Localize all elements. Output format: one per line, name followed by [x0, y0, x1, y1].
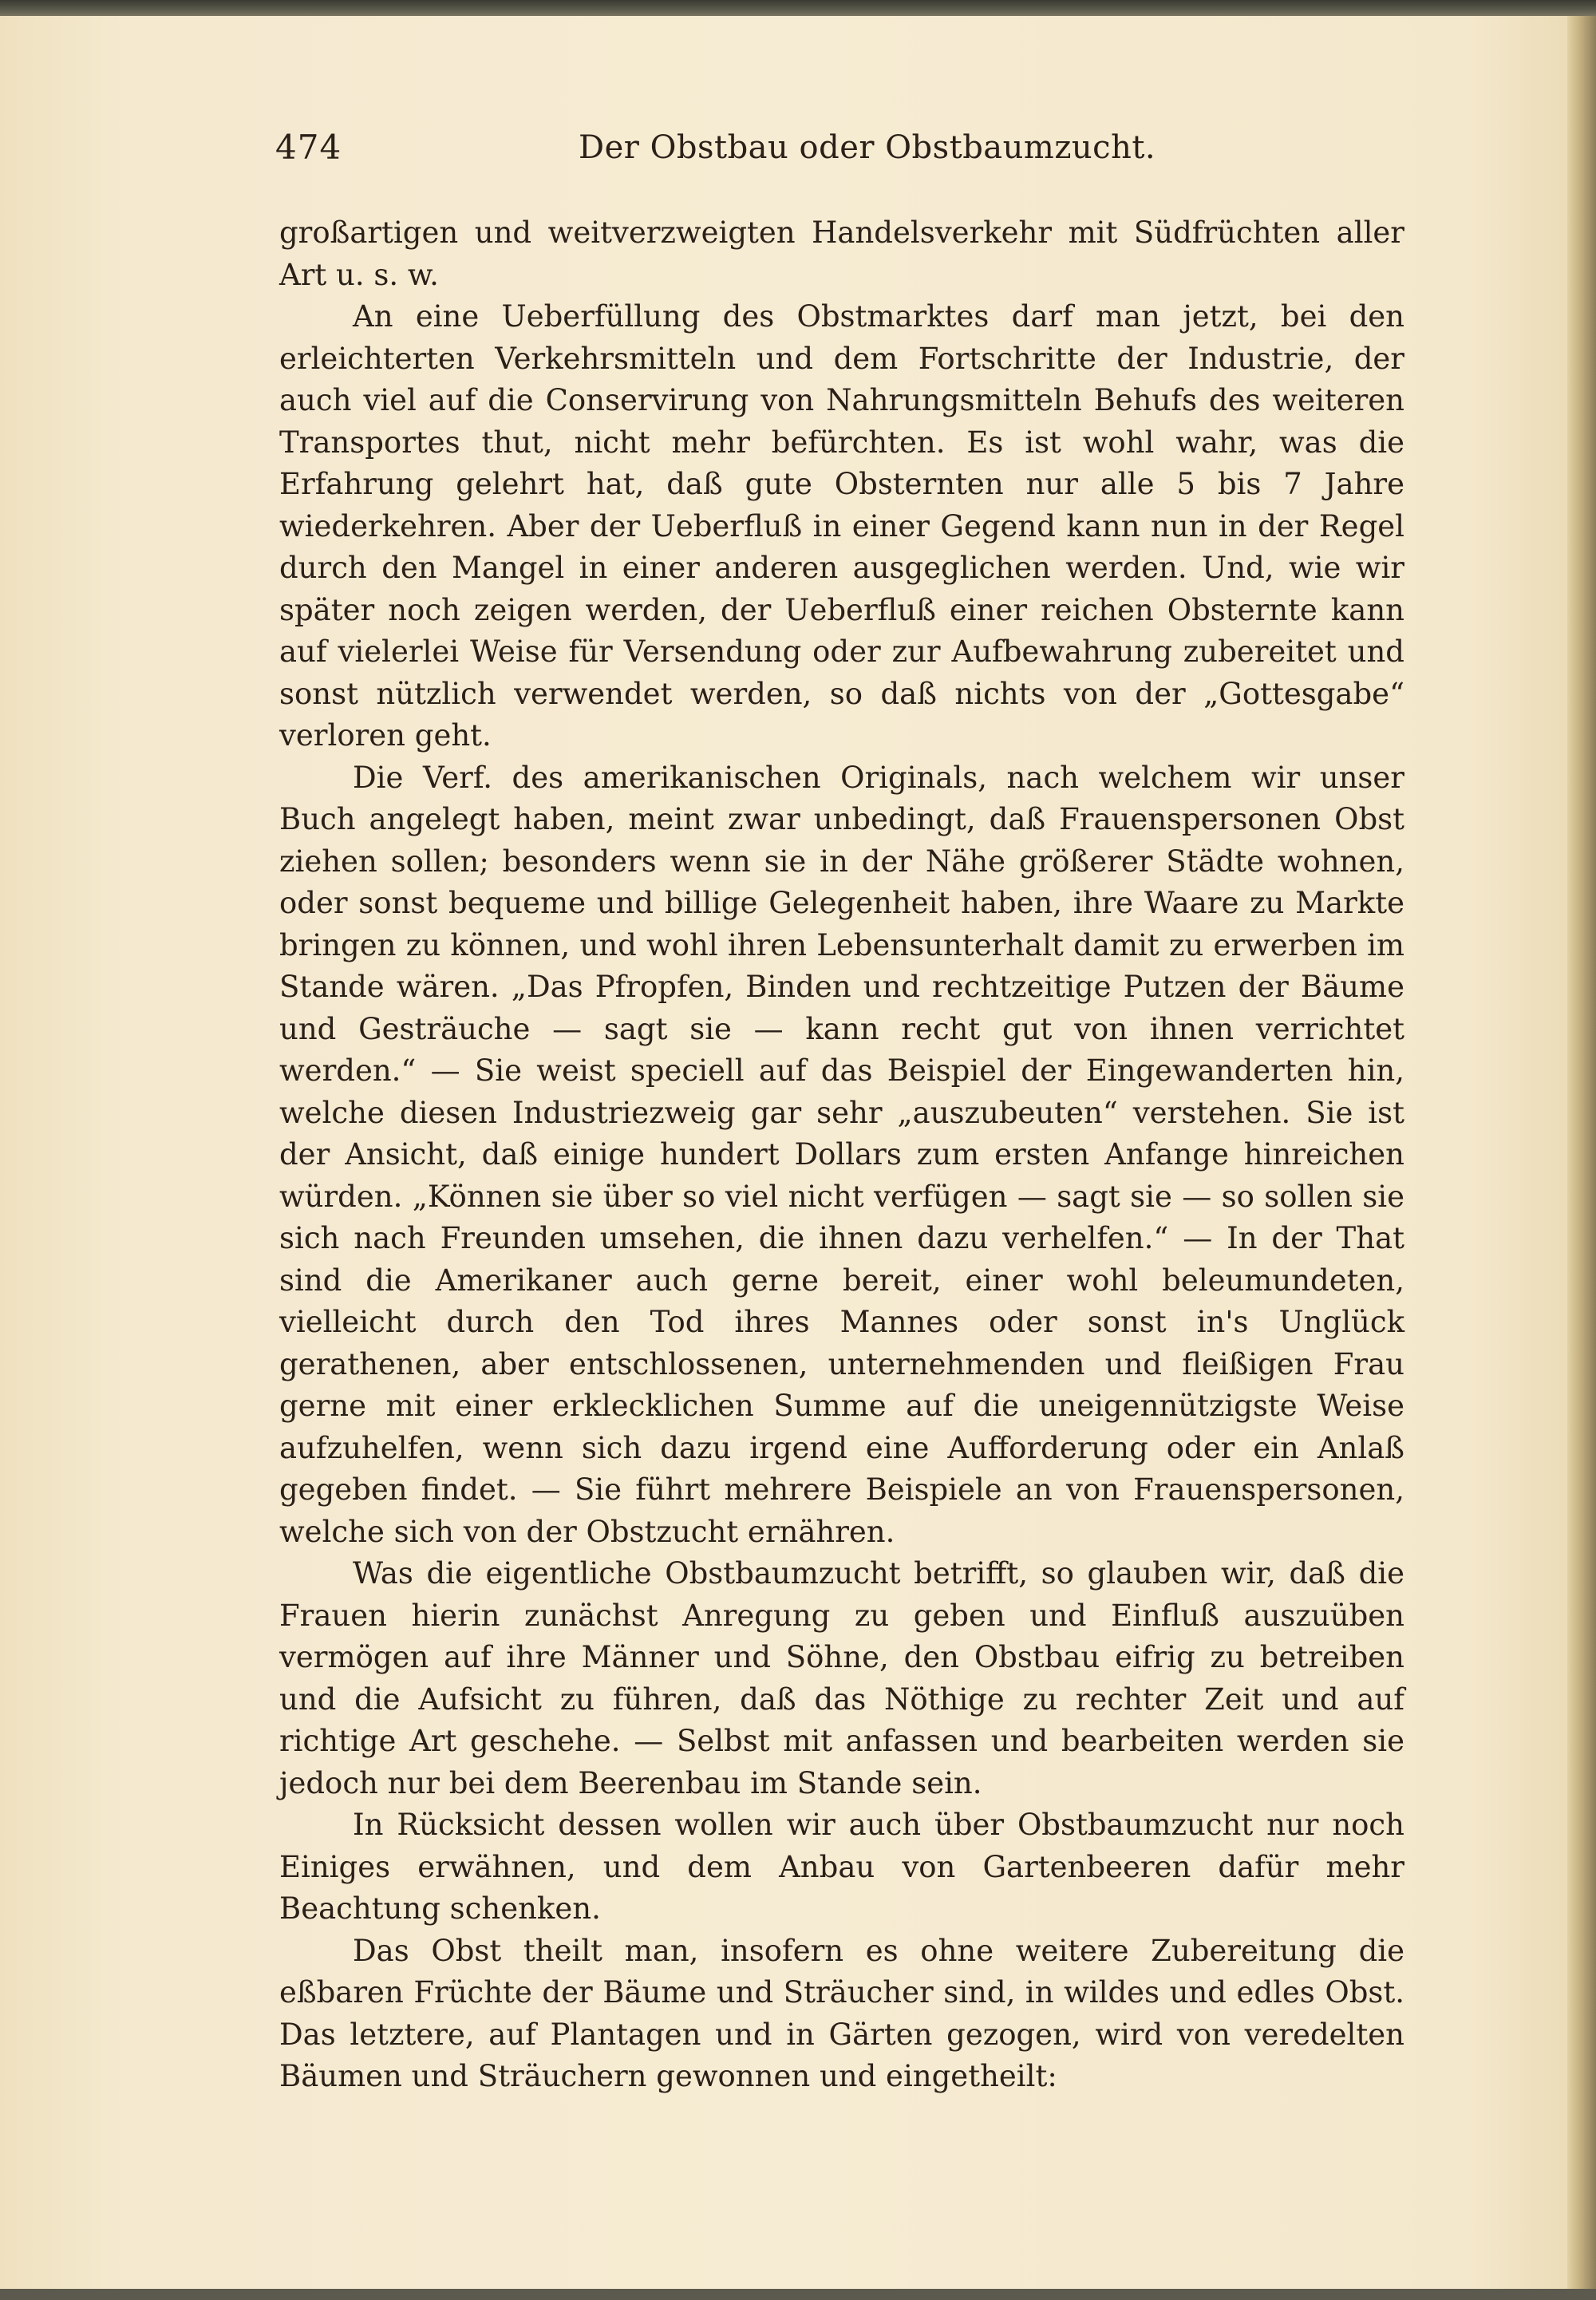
paragraph: Was die eigentliche Obstbaumzucht betrifft, so glauben wir, daß die Frauen hierin zunächst Anregung zu geben und Einfluß auszuüben vermögen auf ihre Männer und Söhne, den Obstbau eifrig zu betreiben und die Aufsicht zu führen, daß das Nöthige zu rechter Zeit und auf richtige Art geschehe. — Selbst mit anfassen und bearbeiten werden sie jedoch nur bei dem Beerenbau im Stande sein. — [279, 1556, 1404, 1800]
running-header — [275, 128, 1404, 176]
page-number: 474 — [275, 128, 342, 167]
running-title: Der Obstbau oder Obstbaumzucht. — [579, 129, 1156, 166]
page-fore-edge — [1567, 16, 1596, 2289]
paragraph: großartigen und weitverzweigten Handelsverkehr mit Südfrüchten aller Art u. s. w. — [279, 215, 1404, 292]
scan-top-edge — [0, 0, 1596, 16]
paragraph: In Rücksicht dessen wollen wir auch über Obstbaumzucht nur noch Einiges erwähnen, und dem Anbau von Gartenbeeren dafür mehr Beachtung schenken. — [279, 1808, 1404, 1926]
text-body — [279, 212, 1404, 2098]
paragraph: An eine Ueberfüllung des Obstmarktes darf man jetzt, bei den erleichterten Verkehrsmitteln und dem Fortschritte der Industrie, der auch viel auf die Conservirung von Nahrungsmitteln Behufs des weiteren Transportes thut, nicht mehr befürchten. Es ist wohl wahr, was die Erfahrung gelehrt hat, daß gute Obsternten nur alle 5 bis 7 Jahre wiederkehren. Aber der Ueberfluß in einer Gegend kann nun in der Regel durch den Mangel in einer anderen ausgeglichen werden. Und, wie wir später noch zeigen werden, der Ueberfluß einer reichen Obsternte kann auf vielerlei Weise für Versendung oder zur Aufbewahrung zubereitet und sonst nützlich verwendet werden, so daß nichts von der „Gottesgabe“ verloren geht. — [279, 299, 1404, 753]
paragraph: Das Obst theilt man, insofern es ohne weitere Zubereitung die eßbaren Früchte der Bäume und Sträucher sind, in wildes und edles Obst. Das letztere, auf Plantagen und in Gärten gezogen, wird von veredelten Bäumen und Sträuchern gewonnen und eingetheilt: — [279, 1933, 1404, 2093]
paragraph: Die Verf. des amerikanischen Originals, nach welchem wir unser Buch angelegt haben, meint zwar unbedingt, daß Frauenspersonen Obst ziehen sollen; besonders wenn sie in der Nähe größerer Städte wohnen, oder sonst bequeme und billige Gelegenheit haben, ihre Waare zu Markte bringen zu können, und wohl ihren Lebensunterhalt damit zu erwerben im Stande wären. „Das Pfropfen, Binden und rechtzeitige Putzen der Bäume und Gesträuche — sagt sie — kann recht gut von ihnen verrichtet werden.“ — Sie weist speciell auf das Beispiel der Eingewanderten hin, welche diesen Industriezweig gar sehr „auszubeuten“ verstehen. Sie ist der Ansicht, daß einige hundert Dollars zum ersten Anfange hinreichen würden. „Können sie über so viel nicht verfügen — sagt sie — so sollen sie sich nach Freunden umsehen, die ihnen dazu verhelfen.“ — In der That sind die Amerikaner auch gerne bereit, einer wohl beleumundeten, vielleicht durch den Tod ihres Mannes oder sonst in's Unglück gerathenen, aber entschlossenen, unternehmenden und fleißigen Frau gerne mit einer erklecklichen Summe auf die uneigennützigste Weise aufzuhelfen, wenn sich dazu irgend eine Aufforderung oder ein Anlaß gegeben findet. — Sie führt mehrere Beispiele an von Frauenspersonen, welche sich von der Obstzucht ernähren. — [279, 760, 1404, 1549]
scan-bottom-edge — [0, 2289, 1596, 2300]
